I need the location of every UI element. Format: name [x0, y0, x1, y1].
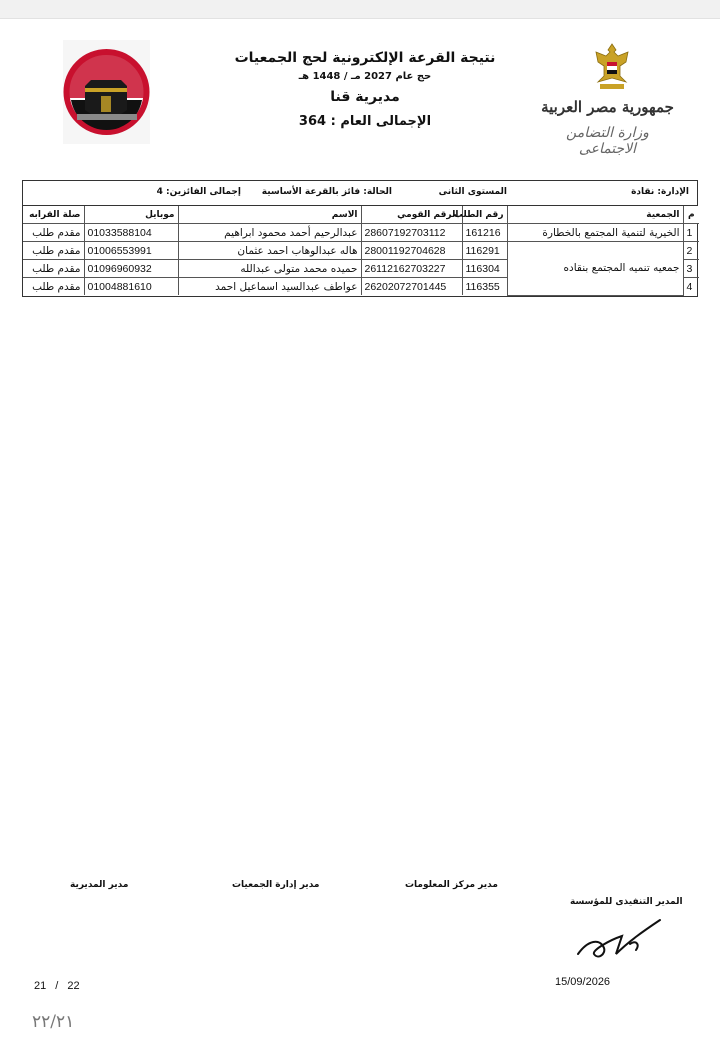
association-cell: جمعيه تنميه المجتمع بنقاده	[507, 242, 683, 296]
executive-director-label: المدير التنفيذى للمؤسسة	[570, 897, 683, 907]
request-number-cell: 116304	[462, 260, 507, 278]
handwritten-page-number: ٢٢/٢١	[32, 1012, 75, 1032]
mobile-cell: 01096960932	[84, 260, 178, 278]
print-date: 15/09/2026	[555, 976, 611, 988]
index-cell: 3	[683, 260, 699, 278]
associations-manager-label: مدير إدارة الجمعيات	[232, 880, 320, 890]
status-label: الحالة: فائز بالقرعة الأساسية	[261, 187, 392, 197]
info-row	[23, 181, 697, 206]
header-association: الجمعية	[507, 206, 683, 224]
relation-cell: مقدم طلب	[23, 260, 84, 278]
index-cell: 1	[683, 224, 699, 242]
page-title: نتيجة القرعة الإلكترونية لحج الجمعيات	[234, 50, 496, 66]
national-id-cell: 28607192703112	[361, 224, 462, 242]
relation-cell: مقدم طلب	[23, 224, 84, 242]
directorate-manager-label: مدير المديرية	[70, 880, 129, 890]
national-id-cell: 26202072701445	[361, 278, 462, 296]
header-national-id: الرقم القومي	[361, 206, 462, 224]
signature-icon	[570, 910, 670, 970]
header-mobile: موبايل	[84, 206, 178, 224]
table-header-row	[23, 206, 699, 224]
results-table-block	[22, 180, 698, 297]
table-row	[23, 224, 699, 242]
header-request-number: رقم الطلب	[462, 206, 507, 224]
relation-cell: مقدم طلب	[23, 242, 84, 260]
request-number-cell: 116291	[462, 242, 507, 260]
eagle-emblem-icon	[592, 42, 632, 92]
name-cell: عواطف عبدالسيد اسماعيل احمد	[178, 278, 361, 296]
directorate-name: مديرية قنا	[330, 89, 400, 105]
association-cell: الخيرية لتنمية المجتمع بالخطارة	[507, 224, 683, 242]
hajj-year: حج عام 2027 مـ / 1448 هـ	[298, 71, 432, 82]
header-index: م	[683, 206, 699, 224]
browser-top-bar	[0, 0, 720, 19]
results-table	[23, 206, 699, 296]
header-name: الاسم	[178, 206, 361, 224]
index-cell: 4	[683, 278, 699, 296]
name-cell: هاله عبدالوهاب احمد عثمان	[178, 242, 361, 260]
national-id-cell: 26112162703227	[361, 260, 462, 278]
mobile-cell: 01004881610	[84, 278, 178, 296]
header-relation: صلة القرابه	[23, 206, 84, 224]
grand-total: الإجمالى العام : 364	[298, 114, 432, 129]
table-row	[23, 242, 699, 260]
info-center-manager-label: مدير مركز المعلومات	[405, 880, 498, 890]
winners-total: إجمالى الفائزين: 4	[156, 187, 241, 197]
request-number-cell: 116355	[462, 278, 507, 296]
name-cell: حميده محمد متولى عبدالله	[178, 260, 361, 278]
request-number-cell: 161216	[462, 224, 507, 242]
ministry-name: وزارة التضامن الاجتماعى	[566, 125, 649, 157]
page-number: 21 / 22	[34, 980, 80, 992]
mobile-cell: 01033588104	[84, 224, 178, 242]
kaaba-logo-icon	[63, 40, 150, 144]
index-cell: 2	[683, 242, 699, 260]
relation-cell: مقدم طلب	[23, 278, 84, 296]
republic-name: جمهورية مصر العربية	[541, 98, 674, 116]
admin-label: الإدارة: نقادة	[631, 187, 689, 197]
national-id-cell: 28001192704628	[361, 242, 462, 260]
level-label: المستوى الثانى	[438, 187, 507, 197]
mobile-cell: 01006553991	[84, 242, 178, 260]
name-cell: عبدالرحيم أحمد محمود ابراهيم	[178, 224, 361, 242]
